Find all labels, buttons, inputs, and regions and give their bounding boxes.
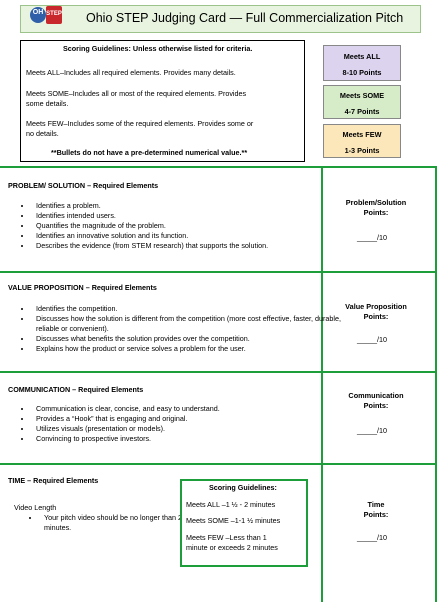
points-label: Points: xyxy=(363,510,389,519)
list-item: • Explains how the product or service solves a problem for the user. xyxy=(32,344,342,354)
value-proposition-score[interactable]: _____/10 xyxy=(357,335,387,344)
problem-solution-score[interactable]: _____/10 xyxy=(357,233,387,242)
divider xyxy=(0,166,437,168)
guideline-few-line1: Meets FEW–Includes some of the required elements. Provides some or xyxy=(26,119,254,128)
list-item: • Quantifies the magnitude of the problem. xyxy=(32,221,342,231)
communication-score[interactable]: _____/10 xyxy=(357,426,387,435)
step-logo xyxy=(46,6,62,24)
guideline-some-line1: Meets SOME–Includes all or most of the required elements. Provides xyxy=(26,89,247,98)
list-item: • Utilizes visuals (presentation or models). xyxy=(32,424,342,434)
meets-all-badge xyxy=(323,45,401,81)
value-proposition-points-label: Value Proposition xyxy=(345,302,407,311)
list-item: • Identifies an innovative solution and its function. xyxy=(32,231,342,241)
problem-solution-list xyxy=(6,201,342,251)
guidelines-note: **Bullets do not have a pre-determined numerical value.** xyxy=(51,148,248,157)
ohio-logo-text: OH xyxy=(32,9,44,16)
meets-few-badge xyxy=(323,124,401,158)
value-proposition-list xyxy=(6,304,342,354)
time-score[interactable]: _____/10 xyxy=(357,533,387,542)
meets-some-points: 4-7 Points xyxy=(344,107,380,116)
meets-some-label: Meets SOME xyxy=(339,91,385,100)
meets-all-label: Meets ALL xyxy=(343,52,381,61)
guideline-few-line2: no details. xyxy=(26,129,59,138)
list-item: • Identifies the competition. xyxy=(32,304,342,314)
list-item: • Identifies a problem. xyxy=(32,201,342,211)
time-meets-few-line1: Meets FEW –Less than 1 xyxy=(186,533,267,542)
list-item: • Discusses how the solution is different from the competition (more cost effective, faster, durable, reliable or convenient). xyxy=(32,314,342,334)
list-item: • Convincing to prospective investors. xyxy=(32,434,342,444)
value-proposition-title: VALUE PROPOSITION – Required Elements xyxy=(8,283,157,292)
problem-solution-points-label: Problem/Solution xyxy=(345,198,407,207)
guideline-some-line2: some details. xyxy=(26,99,69,108)
list-item: • Provides a “Hook” that is engaging and original. xyxy=(32,414,342,424)
time-guidelines-heading: Scoring Guidelines: xyxy=(209,483,277,492)
video-length-label: Video Length xyxy=(14,503,57,512)
points-label: Points: xyxy=(363,401,389,410)
list-item: • Discusses what benefits the solution provides over the competition. xyxy=(32,334,342,344)
list-item: • Describes the evidence (from STEM research) that supports the solution. xyxy=(32,241,342,251)
page-title: Ohio STEP Judging Card — Full Commercialization Pitch xyxy=(86,11,404,25)
guidelines-heading: Scoring Guidelines: Unless otherwise listed for criteria. xyxy=(63,44,253,53)
divider xyxy=(0,463,437,465)
divider xyxy=(0,371,437,373)
time-meets-some: Meets SOME –1-1 ½ minutes xyxy=(186,516,281,525)
divider xyxy=(0,271,437,273)
list-item: • Communication is clear, concise, and easy to understand. xyxy=(32,404,342,414)
step-logo-text: STEP xyxy=(46,11,62,17)
meets-few-label: Meets FEW xyxy=(342,130,382,139)
time-title: TIME – Required Elements xyxy=(8,476,99,485)
list-item: • Identifies intended users. xyxy=(32,211,342,221)
time-meets-few-line2: minute or exceeds 2 minutes xyxy=(186,543,278,552)
meets-some-badge xyxy=(323,85,401,119)
time-points-label: Time xyxy=(367,500,385,509)
list-item: • Your pitch video should be no longer than 2 minutes. xyxy=(40,513,202,533)
time-list xyxy=(14,513,202,533)
meets-all-points: 8-10 Points xyxy=(342,68,382,77)
points-label: Points: xyxy=(363,312,389,321)
communication-points-label: Communication xyxy=(348,391,404,400)
points-label: Points: xyxy=(363,208,389,217)
communication-list xyxy=(6,404,342,444)
ohio-logo xyxy=(30,7,46,23)
time-meets-all: Meets ALL –1 ½ - 2 minutes xyxy=(186,500,276,509)
guideline-all: Meets ALL–Includes all required elements. Provides many details. xyxy=(26,68,236,77)
problem-solution-title: PROBLEM/ SOLUTION – Required Elements xyxy=(8,181,159,190)
meets-few-points: 1-3 Points xyxy=(344,146,380,155)
communication-title: COMMUNICATION – Required Elements xyxy=(8,385,144,394)
